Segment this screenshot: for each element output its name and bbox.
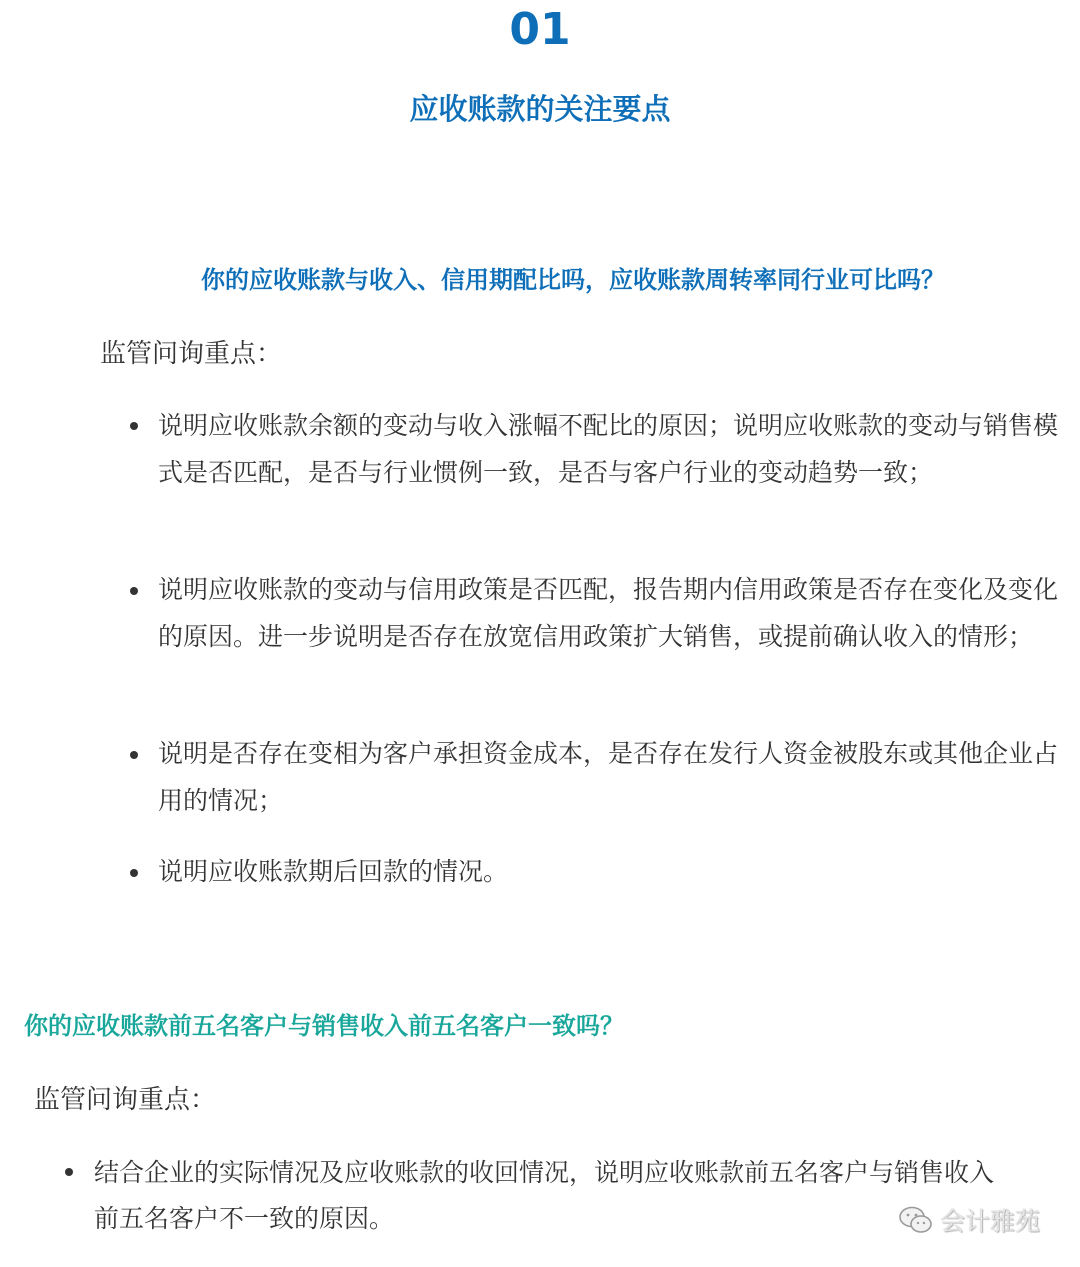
watermark [898,1200,1040,1240]
inquiry-item-text: 说明应收账款余额的变动与收入涨幅不配比的原因；说明应收账款的变动与销售模式是否匹配，是否与行业惯例一致，是否与客户行业的变动趋势一致； [158,411,1059,487]
question-heading-1: 你的应收账款与收入、信用期配比吗，应收账款周转率同行业可比吗？ [201,266,945,294]
inquiry-item-text: 说明是否存在变相为客户承担资金成本，是否存在发行人资金被股东或其他企业占用的情况； [158,739,1059,815]
section-title: 应收账款的关注要点 [409,92,671,126]
bullet-icon [65,1168,73,1176]
bullet-icon [130,869,138,877]
bullet-icon [130,587,138,595]
bullet-icon [130,422,138,430]
inquiry-label-2: 监管问询重点： [34,1085,217,1115]
watermark-text: 会计雅苑 [940,1207,1041,1236]
question-heading-2: 你的应收账款前五名客户与销售收入前五名客户一致吗？ [24,1012,624,1040]
wechat-icon [898,1205,934,1235]
inquiry-item-text: 说明应收账款的变动与信用政策是否匹配，报告期内信用政策是否存在变化及变化的原因。进一步说明是否存在放宽信用政策扩大销售，或提前确认收入的情形； [158,575,1059,651]
bullet-icon [130,751,138,759]
inquiry-item-text: 结合企业的实际情况及应收账款的收回情况，说明应收账款前五名客户与销售收入前五名客户不一致的原因。 [94,1158,995,1233]
inquiry-label-1: 监管问询重点： [100,339,283,369]
inquiry-item-text: 说明应收账款期后回款的情况。 [158,857,509,886]
section-number: 01 [509,4,571,55]
